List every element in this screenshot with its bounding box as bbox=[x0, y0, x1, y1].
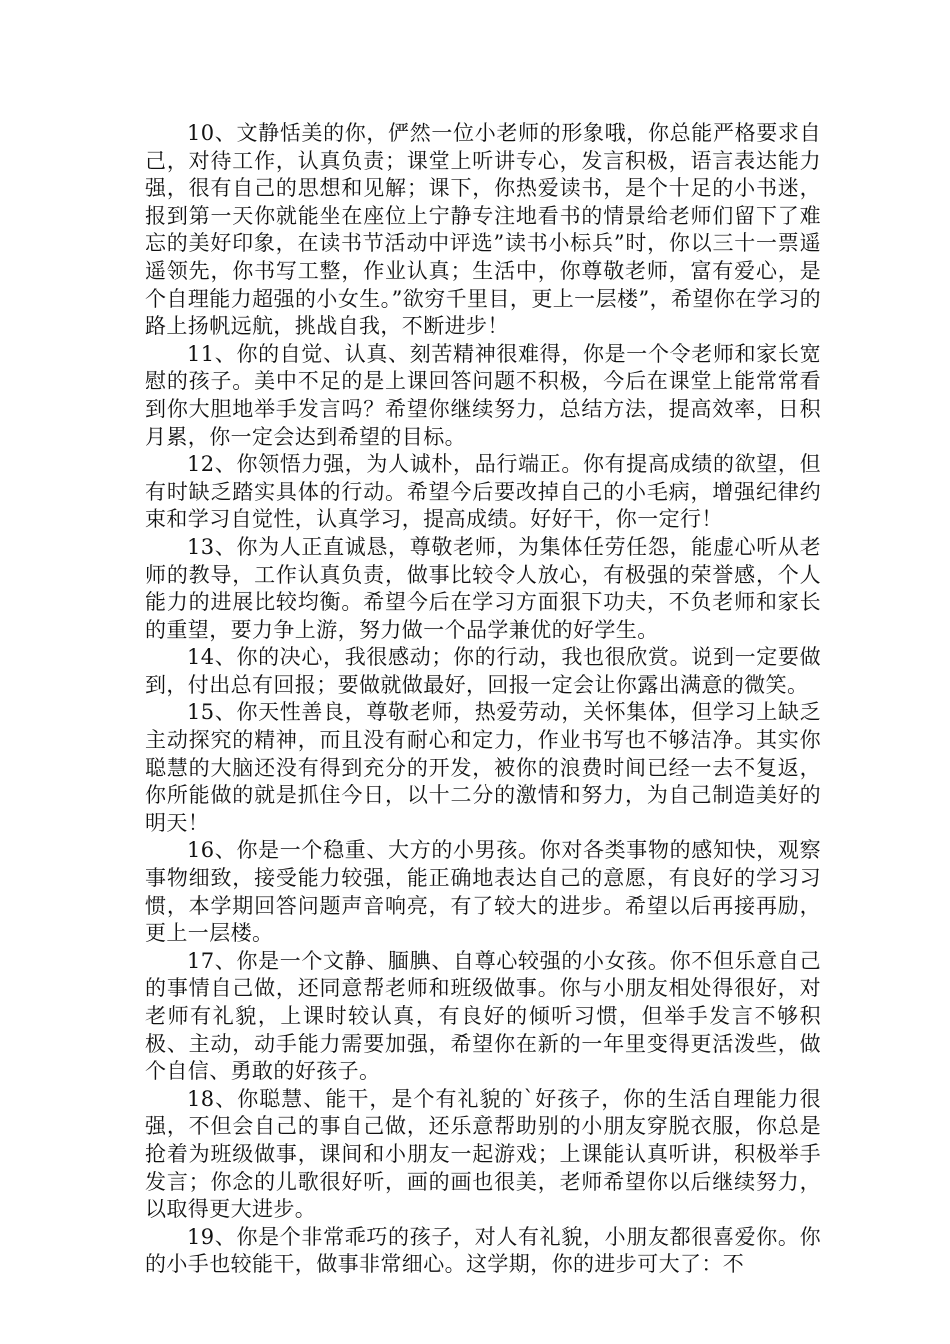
paragraph-17: 17、你是一个文静、腼腆、自尊心较强的小女孩。你不但乐意自己的事情自己做，还同意帮老师和班级做事。你与小朋友相处得很好，对老师有礼貌，上课时较认真，有良好的倾听习惯，但举手发言不够积极、主动，动手能力需要加强，希望你在新的一年里变得更活泼些，做个自信、勇敢的好孩子。 bbox=[145, 948, 821, 1084]
paragraph-12: 12、你领悟力强，为人诚朴，品行端正。你有提高成绩的欲望，但有时缺乏踏实具体的行动。希望今后要改掉自己的小毛病，增强纪律约束和学习自觉性，认真学习，提高成绩。好好干，你一定行！ bbox=[145, 452, 821, 532]
paragraph-10: 10、文静恬美的你，俨然一位小老师的形象哦，你总能严格要求自己，对待工作，认真负责；课堂上听讲专心，发言积极，语言表达能力强，很有自己的思想和见解；课下，你热爱读书，是个十足的小书迷，报到第一天你就能坐在座位上宁静专注地看书的情景给老师们留下了难忘的美好印象，在读书节活动中评选”读书小标兵”时，你以三十一票遥遥领先，你书写工整，作业认真；生活中，你尊敬老师，富有爱心，是个自理能力超强的小女生。”欲穷千里目，更上一层楼”，希望你在学习的路上扬帆远航，挑战自我，不断进步！ bbox=[145, 121, 821, 339]
paragraph-19: 19、你是个非常乖巧的孩子，对人有礼貌，小朋友都很喜爱你。你的小手也较能干，做事非常细心。这学期，你的进步可大了：不 bbox=[145, 1224, 821, 1277]
paragraph-18: 18、你聪慧、能干，是个有礼貌的`好孩子，你的生活自理能力很强，不但会自己的事自己做，还乐意帮助别的小朋友穿脱衣服，你总是抢着为班级做事，课间和小朋友一起游戏；上课能认真听讲，积极举手发言；你念的儿歌很好听，画的画也很美，老师希望你以后继续努力，以取得更大进步。 bbox=[145, 1086, 821, 1222]
paragraph-15: 15、你天性善良，尊敬老师，热爱劳动，关怀集体，但学习上缺乏主动探究的精神，而且没有耐心和定力，作业书写也不够洁净。其实你聪慧的大脑还没有得到充分的开发，被你的浪费时间已经一去不复返，你所能做的就是抓住今日，以十二分的激情和努力，为自己制造美好的明天！ bbox=[145, 700, 821, 835]
paragraph-14: 14、你的决心，我很感动；你的行动，我也很欣赏。说到一定要做到，付出总有回报；要做就做最好，回报一定会让你露出满意的微笑。 bbox=[145, 645, 821, 697]
document-body bbox=[145, 120, 821, 1279]
paragraph-11: 11、你的自觉、认真、刻苦精神很难得，你是一个令老师和家长宽慰的孩子。美中不足的是上课回答问题不积极，今后在课堂上能常常看到你大胆地举手发言吗？希望你继续努力，总结方法，提高效率，日积月累，你一定会达到希望的目标。 bbox=[145, 341, 821, 449]
paragraph-13: 13、你为人正直诚恳，尊敬老师，为集体任劳任怨，能虚心听从老师的教导，工作认真负责，做事比较令人放心，有极强的荣誉感，个人能力的进展比较均衡。希望今后在学习方面狠下功夫，不负老师和家长的重望，要力争上游，努力做一个品学兼优的好学生。 bbox=[145, 534, 821, 642]
paragraph-16: 16、你是一个稳重、大方的小男孩。你对各类事物的感知快，观察事物细致，接受能力较强，能正确地表达自己的意愿，有良好的学习习惯，本学期回答问题声音响亮，有了较大的进步。希望以后再接再励，更上一层楼。 bbox=[145, 838, 821, 946]
